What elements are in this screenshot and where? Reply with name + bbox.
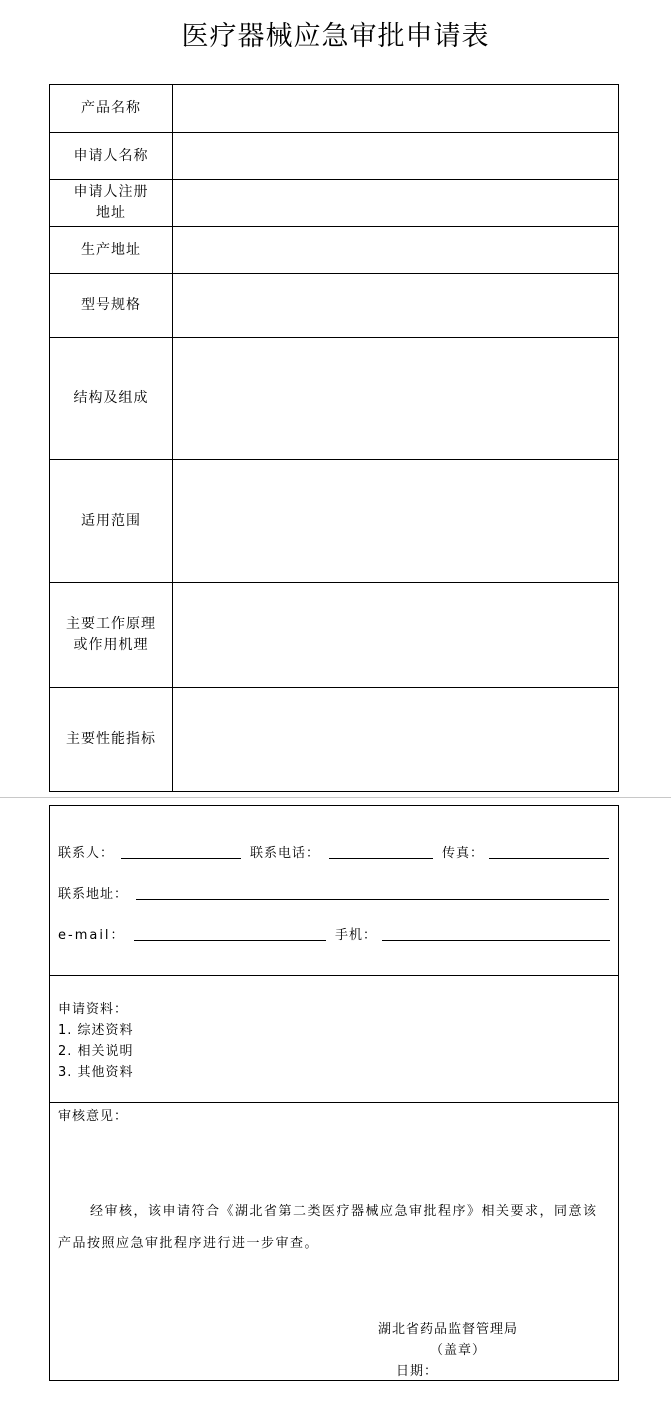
table-row <box>50 460 619 583</box>
contact-person-blank[interactable] <box>121 858 241 859</box>
row-label-scope: 适用范围 <box>50 460 173 583</box>
scope-field[interactable] <box>173 460 619 583</box>
row-label-registered-address <box>50 180 173 227</box>
email-blank[interactable] <box>134 940 326 941</box>
table-row <box>50 274 619 338</box>
contact-phone-label: 联系电话： <box>250 846 321 861</box>
contact-address-label: 联系地址： <box>58 887 129 902</box>
row-label-line: 地址 <box>96 205 126 221</box>
materials-item: 2. 相关说明 <box>58 1044 134 1059</box>
materials-item: 3. 其他资料 <box>58 1065 134 1080</box>
performance-field[interactable] <box>173 688 619 792</box>
materials-heading: 申请资料： <box>58 1002 129 1017</box>
fax-blank[interactable] <box>489 858 609 859</box>
contact-section <box>50 806 618 976</box>
page-title: 医疗器械应急审批申请表 <box>181 21 490 52</box>
row-label-line: 或作用机理 <box>73 637 149 653</box>
model-spec-field[interactable] <box>173 274 619 338</box>
contact-person-label: 联系人： <box>58 846 115 861</box>
review-section <box>50 1103 618 1380</box>
table-row <box>50 85 619 133</box>
row-label-performance: 主要性能指标 <box>50 688 173 792</box>
table-row <box>50 227 619 274</box>
application-form-table <box>49 84 619 792</box>
row-label-product-name: 产品名称 <box>50 85 173 133</box>
materials-section <box>50 976 618 1103</box>
second-page-box <box>49 805 619 1381</box>
page-divider <box>0 797 671 798</box>
row-label-model-spec: 型号规格 <box>50 274 173 338</box>
contact-phone-blank[interactable] <box>329 858 433 859</box>
row-label-line: 主要工作原理 <box>66 616 156 632</box>
mobile-blank[interactable] <box>382 940 610 941</box>
product-name-field[interactable] <box>173 85 619 133</box>
fax-label: 传真： <box>442 846 485 861</box>
email-label: e-mail： <box>58 928 126 943</box>
review-opinion-text: 经审核，该申请符合《湖北省第二类医疗器械应急审批程序》相关要求，同意该产品按照应急审批程序进行进一步审查。 <box>58 1204 598 1251</box>
row-label-applicant-name: 申请人名称 <box>50 133 173 180</box>
mobile-label: 手机： <box>335 928 378 943</box>
table-row <box>50 338 619 460</box>
production-address-field[interactable] <box>173 227 619 274</box>
materials-item: 1. 综述资料 <box>58 1023 134 1038</box>
review-heading: 审核意见： <box>58 1109 129 1124</box>
table-row <box>50 133 619 180</box>
row-label-structure: 结构及组成 <box>50 338 173 460</box>
contact-address-blank[interactable] <box>136 899 609 900</box>
date-label: 日期： <box>396 1364 439 1379</box>
row-label-production-address: 生产地址 <box>50 227 173 274</box>
row-label-line: 申请人注册 <box>73 184 149 200</box>
applicant-name-field[interactable] <box>173 133 619 180</box>
seal-note: （盖章） <box>430 1343 487 1358</box>
registered-address-field[interactable] <box>173 180 619 227</box>
principle-field[interactable] <box>173 583 619 688</box>
table-row <box>50 688 619 792</box>
row-label-principle <box>50 583 173 688</box>
structure-field[interactable] <box>173 338 619 460</box>
table-row <box>50 180 619 227</box>
table-row <box>50 583 619 688</box>
authority-name: 湖北省药品监督管理局 <box>378 1322 519 1337</box>
